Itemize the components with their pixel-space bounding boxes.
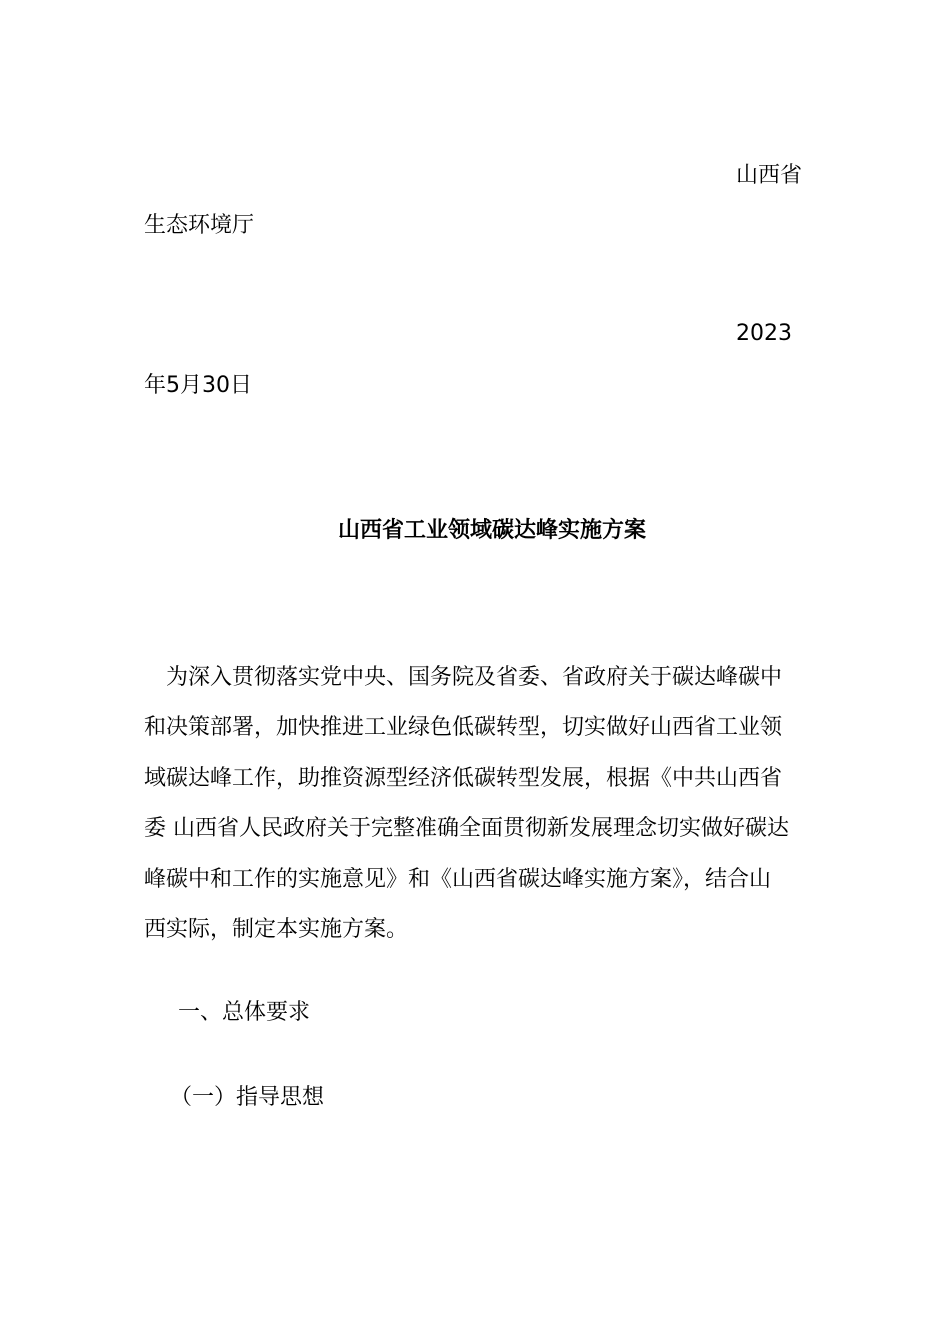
issuer-org-line2: 生态环境厅 [144,213,255,238]
intro-line: 为深入贯彻落实党中央、国务院及省委、省政府关于碳达峰碳中 [144,665,783,690]
issue-date-line1: 2023 [736,321,792,346]
intro-line: 域碳达峰工作，助推资源型经济低碳转型发展，根据《中共山西省 [144,765,783,791]
document-title: 山西省工业领域碳达峰实施方案 [337,518,646,543]
intro-paragraph [144,653,809,955]
intro-line: 峰碳中和工作的实施意见》和《山西省碳达峰实施方案》，结合山 [144,866,772,892]
section-heading: 一、总体要求 [156,1000,311,1025]
issuer-org-line1: 山西省 [736,163,803,188]
issue-date-line2: 年5月30日 [144,373,252,398]
intro-line: 委 山西省人民政府关于完整准确全面贯彻新发展理念切实做好碳达 [144,816,789,842]
intro-line: 和决策部署，加快推进工业绿色低碳转型，切实做好山西省工业领 [144,715,783,741]
intro-line: 西实际，制定本实施方案。 [144,917,409,943]
subsection-heading: （一）指导思想 [170,1085,325,1110]
